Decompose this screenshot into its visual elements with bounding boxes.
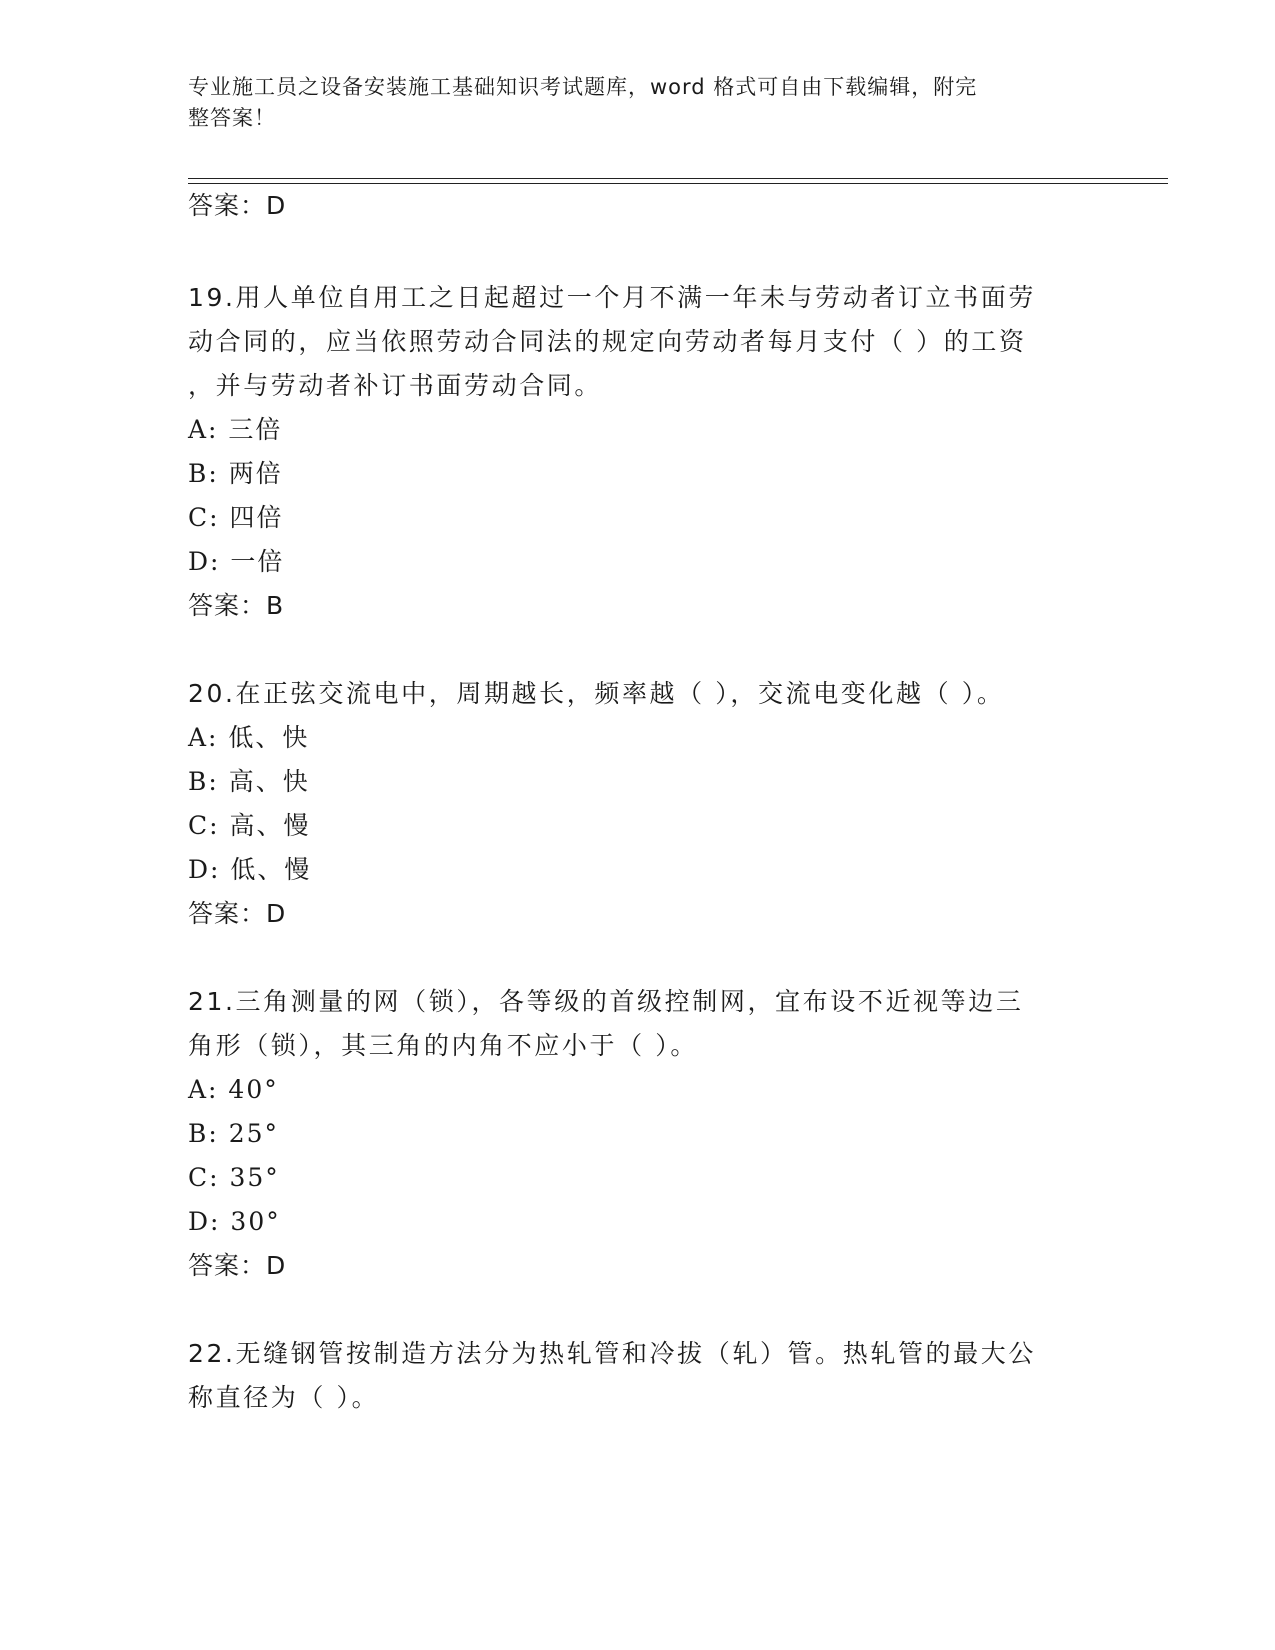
- question-20-option-a: A: 低、快: [188, 723, 310, 752]
- question-19-option-b: B: 两倍: [188, 459, 283, 488]
- question-19-line-2: 动合同的，应当依照劳动合同法的规定向劳动者每月支付（ ）的工资: [188, 327, 1027, 356]
- question-22-line-1: 22.无缝钢管按制造方法分为热轧管和冷拔（轧）管。热轧管的最大公: [188, 1339, 1036, 1368]
- header-line-2: 整答案！: [188, 106, 276, 130]
- question-21-option-c: C: 35°: [188, 1163, 280, 1192]
- question-21-line-2: 角形（锁），其三角的内角不应小于（ ）。: [188, 1031, 698, 1060]
- question-19-option-a: A: 三倍: [188, 415, 283, 444]
- question-20-line-1: 20.在正弦交流电中，周期越长，频率越（ ），交流电变化越（ ）。: [188, 679, 1005, 708]
- question-21-option-d: D: 30°: [188, 1207, 281, 1236]
- question-20-option-c: C: 高、慢: [188, 811, 311, 840]
- question-19-option-c: C: 四倍: [188, 503, 284, 532]
- header-divider-bottom: [188, 183, 1168, 184]
- question-19-line-3: ，并与劳动者补订书面劳动合同。: [188, 371, 603, 400]
- question-21-line-1: 21.三角测量的网（锁），各等级的首级控制网，宜布设不近视等边三: [188, 987, 1024, 1016]
- previous-answer: 答案：D: [188, 191, 287, 220]
- question-20-option-b: B: 高、快: [188, 767, 310, 796]
- question-20-option-d: D: 低、慢: [188, 855, 312, 884]
- question-21-option-b: B: 25°: [188, 1119, 280, 1148]
- header-line-1: 专业施工员之设备安装施工基础知识考试题库，word 格式可自由下载编辑，附完: [188, 75, 978, 99]
- question-20-answer: 答案：D: [188, 899, 287, 928]
- question-19-line-1: 19.用人单位自用工之日起超过一个月不满一年未与劳动者订立书面劳: [188, 283, 1036, 312]
- question-19-answer: 答案：B: [188, 591, 285, 620]
- question-21-answer: 答案：D: [188, 1251, 287, 1280]
- document-header: [188, 72, 1068, 134]
- question-21-option-a: A: 40°: [188, 1075, 279, 1104]
- header-divider-top: [188, 178, 1168, 179]
- question-19-option-d: D: 一倍: [188, 547, 285, 576]
- question-22-line-2: 称直径为（ ）。: [188, 1383, 380, 1412]
